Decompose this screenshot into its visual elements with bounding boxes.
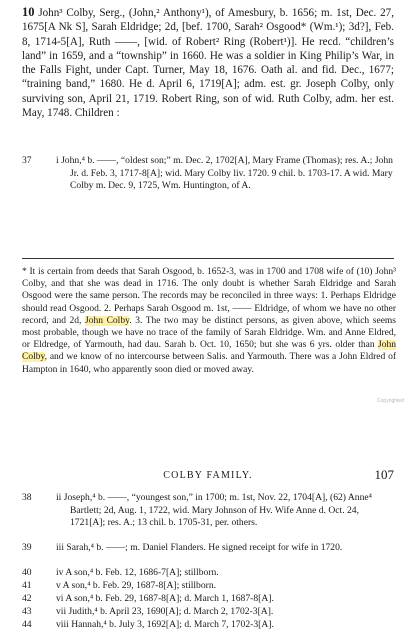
entry-text: John³ Colby, Serg., (John,² Anthony¹), of Amesbury, b. 1656; m. 1st, Dec. 27, 1675[A Nk S], Sarah Eldridge; 2d, [bef. 1700, Sarah² Osgood* (Wm.¹); 3d?], Feb. 8, 1714-5[A], Ruth ——, [wid. of Robert² Ring (Robert¹)]. He recd. “children’s land” in 1659, and a “township” in 1660. He was a soldier in King Philip’s War, in the Falls Fight, under Capt. Turner, May 18, 1676. Oath al. and fid. Dec., 1677; “training band,” 1680. He d. April 6, 1719[A]; adm. est. gr. Joseph Colby, only surviving son, April 21, 1719. Robert Ring, son of wid. Ruth Colby, adm. her est. May, 1748. Children : — [22, 7, 394, 120]
footnote-text-2: . 3. The two may be distinct persons, as given above, which seems most probable, though we have no trace of the family of Sarah Eldridge. Wm. and Anne Eldred, or Eldredge, of Yarmouth, had dau. Sarah b. Oct. 10, 1650; but she was 6 yrs. older than — [22, 315, 397, 351]
main-genealogy-entry — [22, 5, 394, 120]
child-text: vi A son,⁴ b. Feb. 29, 1687-8[A]; d. March 1, 1687-8[A]. — [56, 593, 274, 604]
footnote-text-3: , and we know of no intercourse between Salis. and Yarmouth. There was a John Eldred of Hampton in 1640, who apparently soon died or moved away. — [22, 352, 396, 375]
child-number: 40 — [22, 567, 32, 578]
child-text: viii Hannah,⁴ b. July 3, 1692[A]; d. March 7, 1702-3[A]. — [56, 619, 274, 630]
child-text: iv A son,⁴ b. Feb. 12, 1686-7[A]; stillborn. — [56, 567, 219, 578]
child-entry — [22, 580, 396, 593]
child-text: v A son,⁴ b. Feb. 29, 1687-8[A]; stillborn. — [56, 580, 217, 591]
child-text: i John,⁴ b. ——, “oldest son;” m. Dec. 2, 1702[A], Mary Frame (Thomas); res. A.; John Jr. d. Feb. 3, 1717-8[A]; wid. Mary Colby liv. 1720. 9 chil. b. 1703-17. A wid. Mary Colby m. Dec. 9, 1725, Wm. Huntington, of A. — [56, 155, 393, 191]
entry-number: 10 — [22, 5, 35, 19]
highlighted-search-term: John Colby — [22, 340, 396, 363]
footnote-text-1: * It is certain from deeds that Sarah Osgood, b. 1652-3, was in 1700 and 1708 wife of (10) John³ Colby, and that she was dead in 1716. The only doubt is whether Sarah Eldridge and Sarah Osgood were the same person. The records may be reconciled in three ways: 1. Perhaps Eldridge should read Osgood. 2. Perhaps Sarah Osgood m. 1st, —— Eldridge, of whom we have no other record, and 2d, — [22, 267, 396, 326]
page-break-gap — [0, 413, 412, 457]
child-text: ii Joseph,⁴ b. ——, “youngest son,” in 1700; m. 1st, Nov. 22, 1704[A], (62) Anne⁴ Bartlett; 2d, Aug. 1, 1722, wid. Mary Johnson of Hv. Wife Anne d. Oct. 24, 1721[A]; res. A.; 13 chil. b. 1705-31, per. others. — [56, 492, 372, 528]
child-number: 42 — [22, 593, 32, 604]
copyright-mark: Copyrighted — [377, 398, 404, 404]
child-number: 41 — [22, 580, 32, 591]
child-number: 43 — [22, 606, 32, 617]
child-text: vii Judith,⁴ b. April 23, 1690[A]; d. March 2, 1702-3[A]. — [56, 606, 274, 617]
footnote-rule — [22, 258, 394, 259]
child-text: iii Sarah,⁴ b. ——; m. Daniel Flanders. He signed receipt for wife in 1720. — [56, 542, 343, 553]
child-number: 44 — [22, 619, 32, 630]
highlighted-search-term: John Colby — [85, 315, 130, 326]
page-number: 107 — [374, 467, 394, 482]
child-entry — [22, 155, 396, 193]
child-entry — [22, 542, 396, 555]
child-entry — [22, 567, 396, 580]
child-entry — [22, 593, 396, 606]
child-number: 37 — [22, 155, 32, 166]
child-number: 39 — [22, 542, 32, 553]
child-number: 38 — [22, 492, 32, 503]
running-head — [22, 467, 394, 483]
child-entry — [22, 606, 396, 619]
footnote — [22, 266, 396, 376]
running-head-title: COLBY FAMILY. — [163, 470, 253, 481]
child-entry — [22, 492, 396, 530]
child-entry — [22, 619, 396, 632]
